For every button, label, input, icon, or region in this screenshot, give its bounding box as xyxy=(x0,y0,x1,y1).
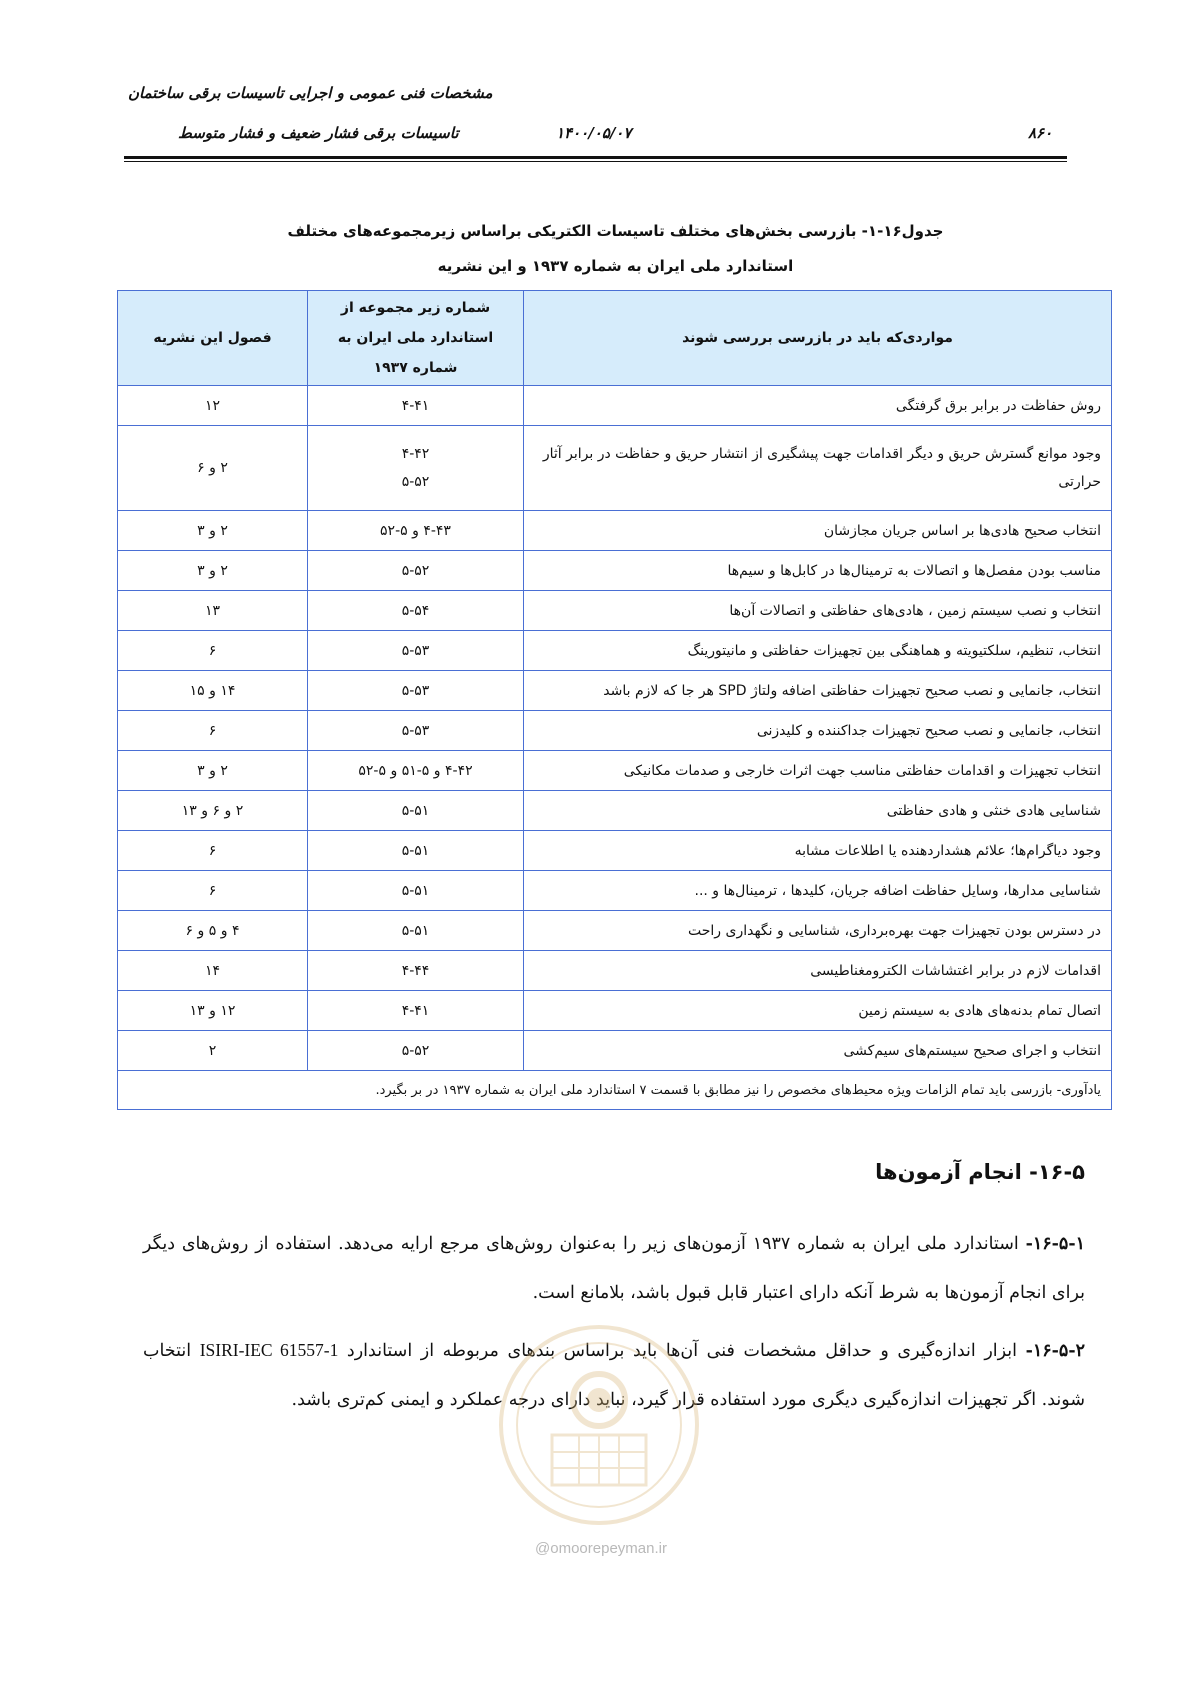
paragraph-text: ابزار اندازه‌گیری و حداقل مشخصات فنی آن‌ها باید براساس بندهای مربوطه از استاندارد xyxy=(338,1341,1026,1361)
chapters-cell: ۱۲ xyxy=(118,386,308,426)
chapters-cell: ۶ xyxy=(118,711,308,751)
item-cell: مناسب بودن مفصل‌ها و اتصالات به ترمینال‌ها در کابل‌ها و سیم‌ها xyxy=(524,551,1112,591)
table-caption-line1: جدول۱۶-۱- بازرسی بخش‌های مختلف تاسیسات الکتریکی براساس زیرمجموعه‌های مختلف xyxy=(287,222,944,240)
paragraph-text: استاندارد ملی ایران به شماره ۱۹۳۷ آزمون‌های زیر را به‌عنوان روش‌های مرجع ارایه می‌دهد. استفاده از روش‌های دیگر برای انجام آزمون‌ها به شرط آنکه دارای اعتبار قابل قبول باشد، بلامانع است. xyxy=(143,1234,1085,1303)
standard-cell: ۵-۵۲ xyxy=(308,551,524,591)
item-cell: اتصال تمام بدنه‌های هادی به سیستم زمین xyxy=(524,991,1112,1031)
standard-cell: ۴-۴۳ و ۵-۵۲ xyxy=(308,511,524,551)
chapters-cell: ۱۴ xyxy=(118,951,308,991)
paragraph-16-5-1 xyxy=(143,1220,1085,1318)
table-row xyxy=(118,551,1112,591)
standard-cell: ۵-۵۳ xyxy=(308,671,524,711)
standard-cell xyxy=(308,426,524,511)
chapters-cell: ۱۲ و ۱۳ xyxy=(118,991,308,1031)
page-number: ۸۶۰ xyxy=(1028,124,1053,142)
standard-cell: ۴-۴۱ xyxy=(308,991,524,1031)
book-title: مشخصات فنی عمومی و اجرایی تاسیسات برقی ساختمان xyxy=(128,84,493,102)
standard-cell: ۵-۵۱ xyxy=(308,831,524,871)
standard-cell-line2: ۵-۵۲ xyxy=(401,474,430,490)
item-cell: در دسترس بودن تجهیزات جهت بهره‌برداری، شناسایی و نگهداری راحت xyxy=(524,911,1112,951)
standard-cell: ۴-۴۲ و ۵-۵۱ و ۵-۵۲ xyxy=(308,751,524,791)
item-cell: شناسایی مدارها، وسایل حفاظت اضافه جریان، کلیدها ، ترمینال‌ها و ... xyxy=(524,871,1112,911)
table-caption-line2: استاندارد ملی ایران به شماره ۱۹۳۷ و این نشریه xyxy=(437,257,794,275)
chapters-cell: ۲ و ۳ xyxy=(118,511,308,551)
table-header-row xyxy=(118,291,1112,386)
standard-cell: ۵-۵۴ xyxy=(308,591,524,631)
chapters-cell: ۲ و ۳ xyxy=(118,551,308,591)
standard-cell: ۵-۵۱ xyxy=(308,911,524,951)
standard-cell-line1: ۴-۴۲ xyxy=(401,446,430,462)
chapters-cell: ۲ و ۳ xyxy=(118,751,308,791)
item-cell: انتخاب، جانمایی و نصب صحیح تجهیزات جداکننده و کلیدزنی xyxy=(524,711,1112,751)
paragraph-number: ۱۶-۵-۲- xyxy=(1025,1341,1085,1361)
table-row xyxy=(118,751,1112,791)
standard-cell: ۵-۵۱ xyxy=(308,791,524,831)
table-row xyxy=(118,791,1112,831)
chapters-cell: ۱۴ و ۱۵ xyxy=(118,671,308,711)
table-row xyxy=(118,951,1112,991)
paragraph-text: انتخاب شوند. اگر تجهیزات اندازه‌گیری دیگری مورد استفاده قرار گیرد، نباید دارای درجه عملکرد و ایمنی کم‌تری باشد. xyxy=(143,1341,1085,1410)
standard-cell: ۴-۴۴ xyxy=(308,951,524,991)
header-rule-thin xyxy=(124,161,1067,162)
chapters-cell: ۲ xyxy=(118,1031,308,1071)
inspection-table xyxy=(117,290,1112,1110)
table-note: یادآوری- بازرسی باید تمام الزامات ویژه محیط‌های مخصوص را نیز مطابق با قسمت ۷ استاندارد ملی ایران به شماره ۱۹۳۷ در بر بگیرد. xyxy=(118,1071,1112,1110)
item-cell: انتخاب، تنظیم، سلکتیویته و هماهنگی بین تجهیزات حفاظتی و مانیتورینگ xyxy=(524,631,1112,671)
section-heading: ۱۶-۵- انجام آزمون‌ها xyxy=(875,1160,1085,1184)
header-items: مواردی‌که باید در بازرسی بررسی شوند xyxy=(524,291,1112,386)
chapters-cell: ۲ و ۶ xyxy=(118,426,308,511)
table-row xyxy=(118,711,1112,751)
table-row xyxy=(118,911,1112,951)
item-cell: شناسایی هادی خنثی و هادی حفاظتی xyxy=(524,791,1112,831)
chapters-cell: ۶ xyxy=(118,831,308,871)
item-cell: وجود موانع گسترش حریق و دیگر اقدامات جهت پیشگیری از انتشار حریق و حفاظت در برابر آثار حرارتی xyxy=(524,426,1112,511)
item-cell: روش حفاظت در برابر برق گرفتگی xyxy=(524,386,1112,426)
table-row xyxy=(118,831,1112,871)
header-date: ۱۴۰۰/۰۵/۰۷ xyxy=(556,124,632,142)
header-rule-thick xyxy=(124,156,1067,159)
table-row xyxy=(118,671,1112,711)
watermark-text: @omoorepeyman.ir xyxy=(535,1540,667,1557)
table-row xyxy=(118,426,1112,511)
standard-cell: ۴-۴۱ xyxy=(308,386,524,426)
chapters-cell: ۶ xyxy=(118,871,308,911)
item-cell: انتخاب و نصب سیستم زمین ، هادی‌های حفاظتی و اتصالات آن‌ها xyxy=(524,591,1112,631)
table-row xyxy=(118,1031,1112,1071)
standard-reference: ISIRI-IEC 61557-1 xyxy=(199,1340,339,1360)
header-standard-line1: شماره زیر مجموعه از xyxy=(340,300,491,316)
chapters-cell: ۲ و ۶ و ۱۳ xyxy=(118,791,308,831)
paragraph-number: ۱۶-۵-۱- xyxy=(1025,1234,1085,1254)
item-cell: انتخاب و اجرای صحیح سیستم‌های سیم‌کشی xyxy=(524,1031,1112,1071)
standard-cell: ۵-۵۳ xyxy=(308,631,524,671)
standard-cell: ۵-۵۱ xyxy=(308,871,524,911)
standard-cell: ۵-۵۳ xyxy=(308,711,524,751)
chapters-cell: ۴ و ۵ و ۶ xyxy=(118,911,308,951)
table-row xyxy=(118,871,1112,911)
seal-logo-icon xyxy=(494,1320,704,1530)
item-cell: انتخاب، جانمایی و نصب صحیح تجهیزات حفاظتی اضافه ولتاژ SPD هر جا که لازم باشد xyxy=(524,671,1112,711)
header-standard-line3: شماره ۱۹۳۷ xyxy=(373,360,458,376)
table-row xyxy=(118,511,1112,551)
item-cell: وجود دیاگرام‌ها؛ علائم هشداردهنده یا اطلاعات مشابه xyxy=(524,831,1112,871)
table-note-row xyxy=(118,1071,1112,1110)
header-standard-line2: استاندارد ملی ایران به xyxy=(337,330,494,346)
header-chapters: فصول این نشریه xyxy=(118,291,308,386)
chapters-cell: ۱۳ xyxy=(118,591,308,631)
table-row xyxy=(118,591,1112,631)
item-cell: اقدامات لازم در برابر اغتشاشات الکترومغناطیسی xyxy=(524,951,1112,991)
header-standard xyxy=(308,291,524,386)
section-title: تاسیسات برقی فشار ضعیف و فشار متوسط xyxy=(178,124,459,142)
table-row xyxy=(118,991,1112,1031)
standard-cell: ۵-۵۲ xyxy=(308,1031,524,1071)
table-row xyxy=(118,631,1112,671)
chapters-cell: ۶ xyxy=(118,631,308,671)
item-cell: انتخاب تجهیزات و اقدامات حفاظتی مناسب جهت اثرات خارجی و صدمات مکانیکی xyxy=(524,751,1112,791)
item-cell: انتخاب صحیح هادی‌ها بر اساس جریان مجازشان xyxy=(524,511,1112,551)
table-row xyxy=(118,386,1112,426)
